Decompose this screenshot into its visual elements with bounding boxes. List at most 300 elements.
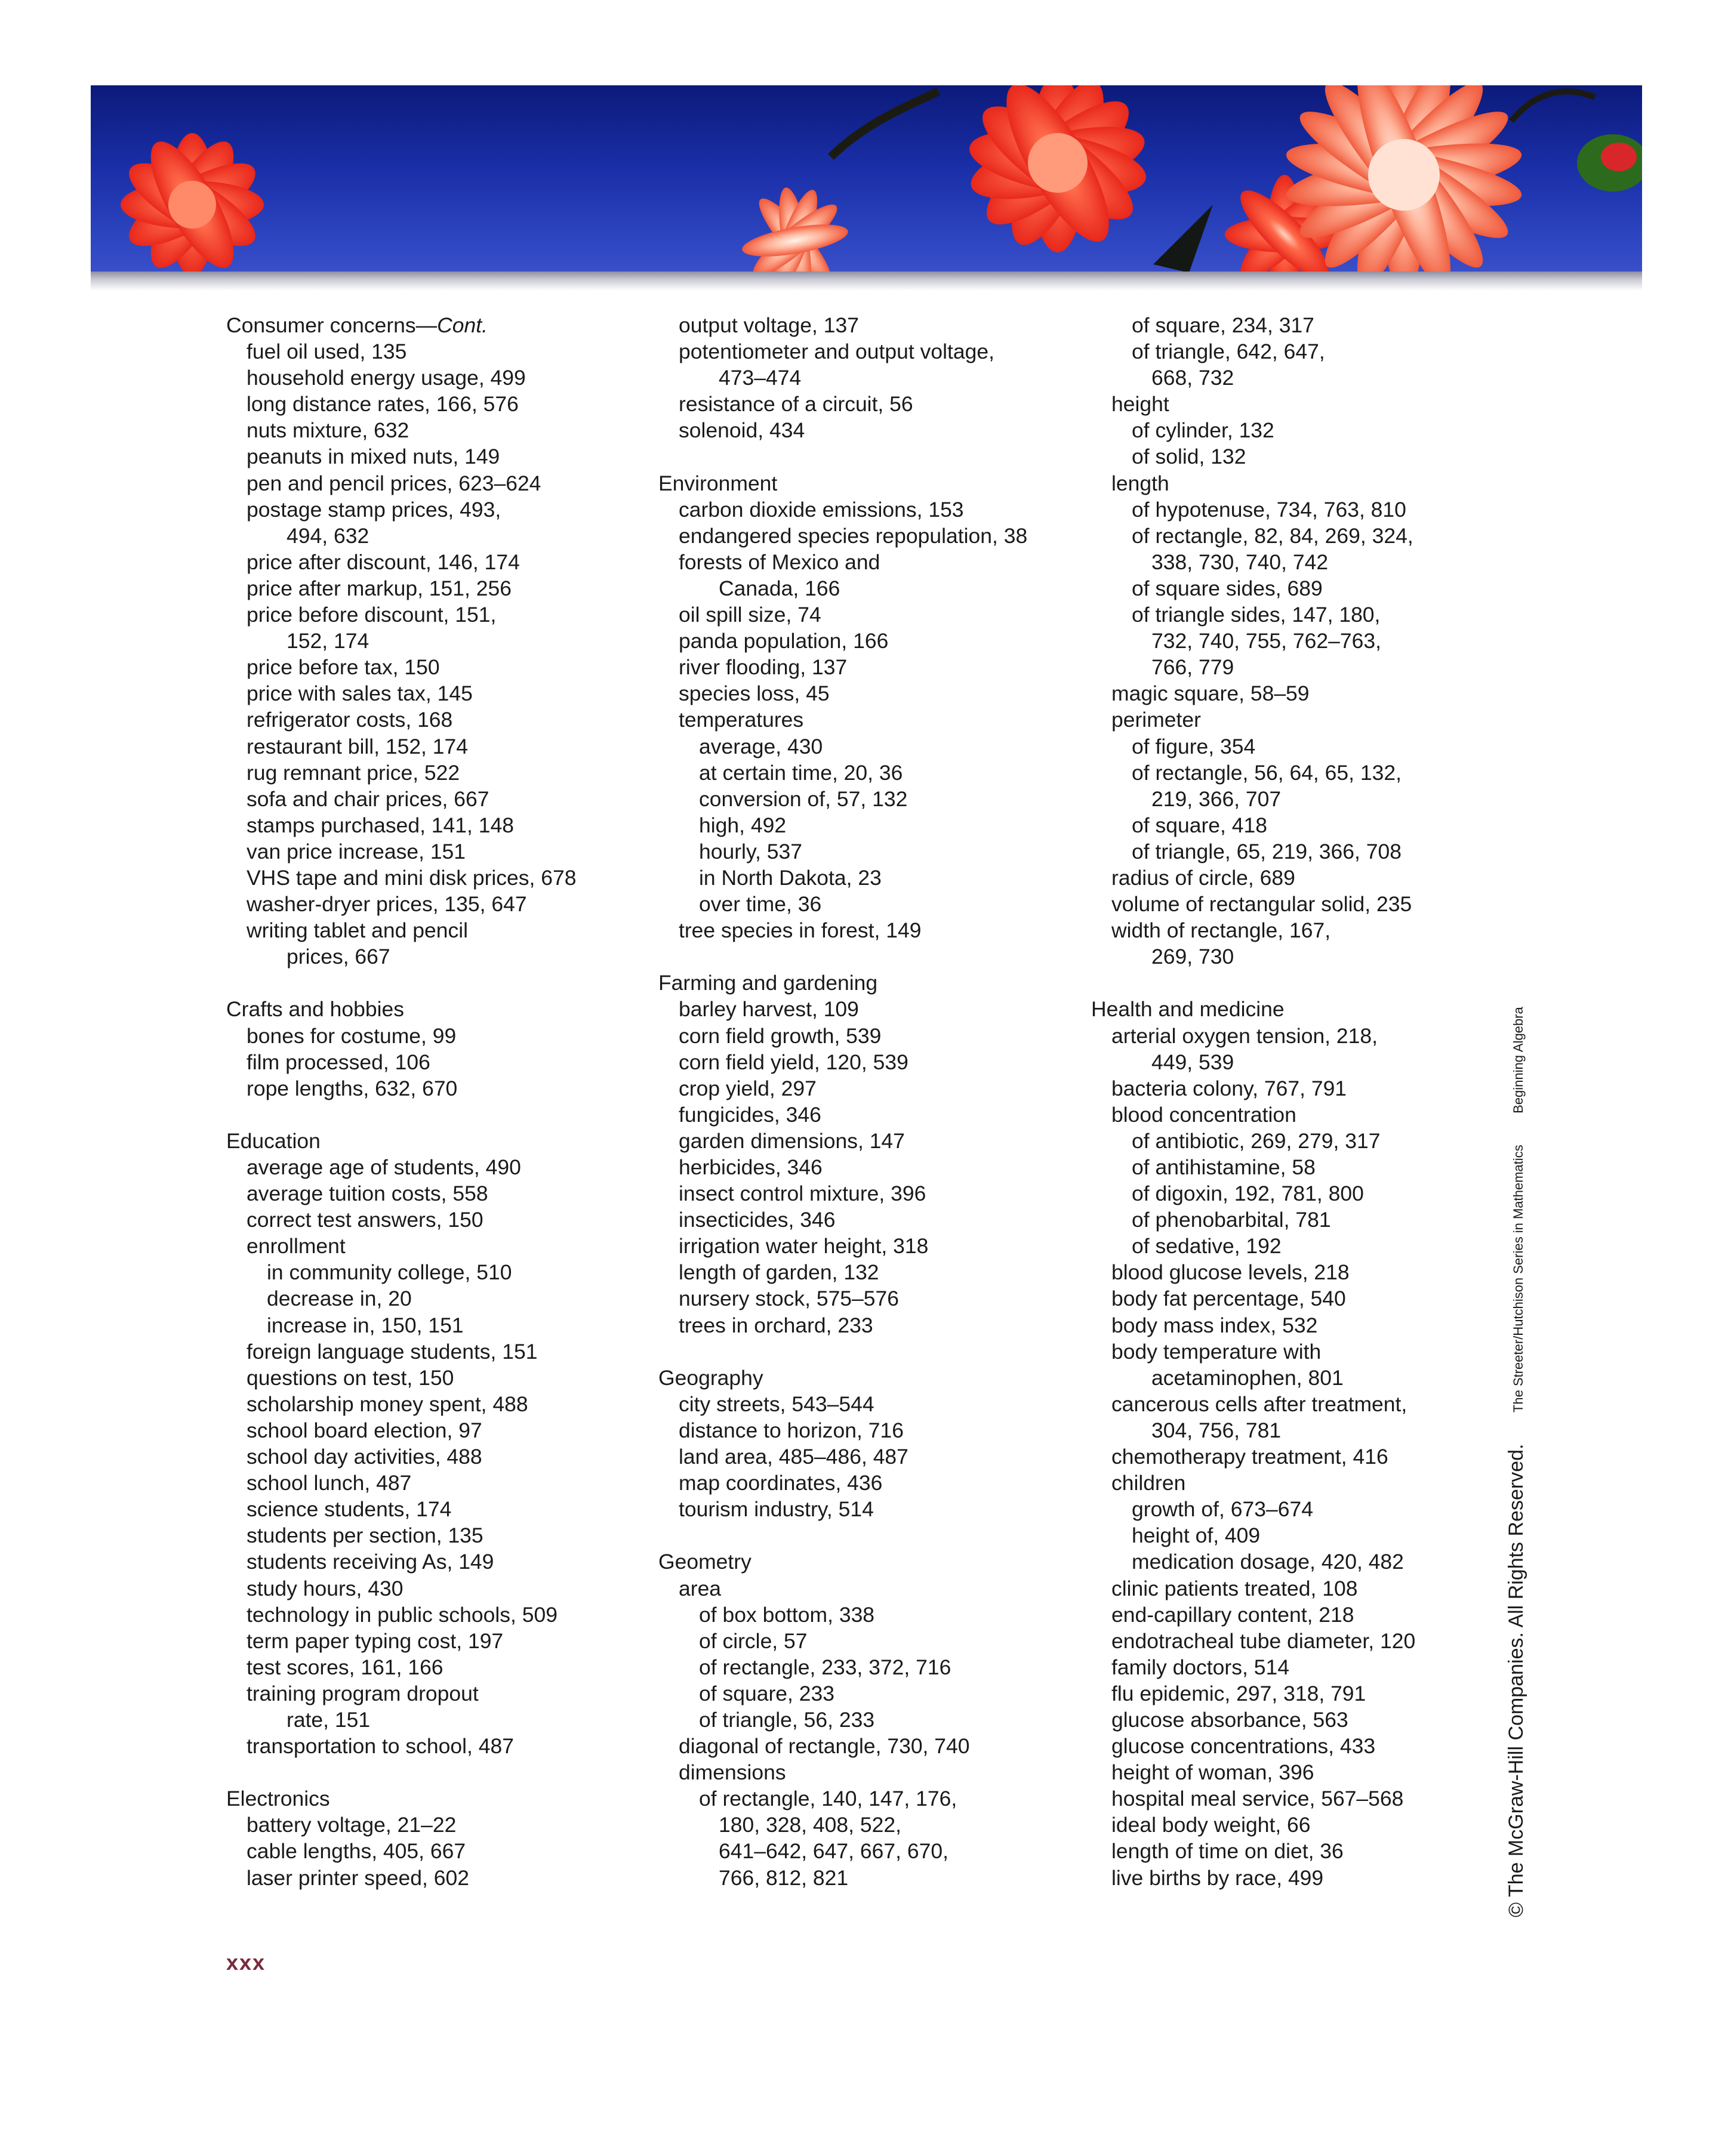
entry-text: school board election, 97	[247, 1418, 482, 1442]
index-entry	[226, 1549, 644, 1575]
index-entry	[1091, 1549, 1509, 1575]
index-entry	[658, 1680, 1076, 1707]
index-entry	[658, 1154, 1076, 1180]
entry-text: at certain time, 20, 36	[699, 760, 903, 785]
index-entry	[226, 391, 644, 417]
entry-text: blood concentration	[1111, 1102, 1296, 1127]
entry-text: of square, 234, 317	[1132, 313, 1314, 337]
index-entry	[658, 1865, 1076, 1891]
index-column-2	[658, 312, 1076, 1891]
index-entry	[1091, 1838, 1509, 1864]
entry-text: high, 492	[699, 813, 787, 837]
entry-text: restaurant bill, 152, 174	[247, 734, 469, 758]
index-entry	[226, 1154, 644, 1180]
index-entry	[658, 523, 1076, 549]
index-entry	[658, 496, 1076, 523]
index-entry	[226, 786, 644, 812]
index-heading	[658, 470, 1076, 496]
index-entry	[1091, 1470, 1509, 1496]
index-entry	[1091, 1628, 1509, 1654]
index-entry	[226, 838, 644, 865]
entry-text: distance to horizon, 716	[679, 1418, 904, 1442]
copyright-notice: © The McGraw-Hill Companies. All Rights Reserved.	[1505, 1443, 1527, 1917]
entry-text: of phenobarbital, 781	[1132, 1208, 1331, 1232]
index-heading	[658, 1549, 1076, 1575]
entry-text: average, 430	[699, 734, 823, 758]
entry-text: nursery stock, 575–576	[679, 1287, 900, 1311]
entry-text: in community college, 510	[267, 1260, 512, 1285]
entry-text: of digoxin, 192, 781, 800	[1132, 1182, 1364, 1206]
entry-text: height	[1111, 392, 1169, 417]
index-entry	[226, 1023, 644, 1049]
index-entry	[1091, 786, 1509, 812]
index-entry	[226, 496, 644, 523]
entry-text: barley harvest, 109	[679, 997, 859, 1022]
entry-text: height of, 409	[1132, 1523, 1261, 1548]
entry-text: VHS tape and mini disk prices, 678	[247, 865, 577, 890]
entry-text: of antihistamine, 58	[1132, 1155, 1316, 1179]
entry-text: Environment	[658, 471, 778, 495]
index-entry	[226, 338, 644, 365]
entry-text: of solid, 132	[1132, 445, 1246, 469]
entry-text: body temperature with	[1111, 1339, 1322, 1364]
entry-text: students receiving As, 149	[247, 1550, 494, 1574]
entry-text: of triangle, 65, 219, 366, 708	[1132, 839, 1402, 863]
index-entry	[226, 1049, 644, 1075]
entry-text: Geometry	[658, 1550, 751, 1574]
entry-text: potentiometer and output voltage,	[679, 340, 994, 364]
index-heading	[226, 1128, 644, 1154]
entry-text: fuel oil used, 135	[247, 340, 407, 364]
index-entry	[1091, 707, 1509, 733]
index-entry	[658, 1628, 1076, 1654]
index-entry	[658, 654, 1076, 680]
entry-text: of rectangle, 140, 147, 176,	[699, 1787, 957, 1811]
entry-text: rope lengths, 632, 670	[247, 1076, 458, 1100]
book-title: Beginning Algebra	[1511, 1007, 1526, 1114]
entry-text: average tuition costs, 558	[247, 1182, 488, 1206]
index-entry	[226, 1654, 644, 1680]
index-entry	[1091, 1102, 1509, 1128]
entry-text: correct test answers, 150	[247, 1208, 483, 1232]
index-entry	[1091, 496, 1509, 523]
entry-text: sofa and chair prices, 667	[247, 786, 489, 811]
entry-text: solenoid, 434	[679, 418, 805, 443]
index-entry	[226, 760, 644, 786]
index-entry	[658, 1812, 1076, 1838]
entry-text: test scores, 161, 166	[247, 1655, 443, 1679]
index-entry	[1091, 1285, 1509, 1312]
index-entry	[658, 812, 1076, 838]
index-entry	[1091, 443, 1509, 470]
index-entry	[226, 1496, 644, 1522]
entry-text: 152, 174	[287, 629, 369, 653]
index-entry	[658, 707, 1076, 733]
entry-text: height of woman, 396	[1111, 1760, 1314, 1785]
entry-text: medication dosage, 420, 482	[1132, 1550, 1404, 1574]
index-entry	[658, 1838, 1076, 1864]
index-entry	[658, 1391, 1076, 1417]
index-entry	[1091, 733, 1509, 760]
entry-text: price after markup, 151, 256	[247, 576, 512, 600]
entry-text: of rectangle, 82, 84, 269, 324,	[1132, 523, 1413, 548]
entry-text: postage stamp prices, 493,	[247, 497, 501, 522]
index-entry	[658, 1207, 1076, 1233]
index-entry	[658, 602, 1076, 628]
entry-text: length of time on diet, 36	[1111, 1839, 1344, 1864]
entry-text: 668, 732	[1151, 366, 1234, 390]
index-entry	[226, 1075, 644, 1102]
index-heading	[226, 996, 644, 1022]
index-entry	[658, 680, 1076, 707]
entry-gap	[226, 970, 644, 996]
index-entry	[1091, 602, 1509, 628]
banner-shadow	[91, 272, 1642, 291]
index-entry	[658, 628, 1076, 654]
index-entry	[1091, 654, 1509, 680]
entry-text: 219, 366, 707	[1151, 786, 1282, 811]
index-entry	[226, 417, 644, 443]
index-entry	[226, 1812, 644, 1838]
entry-text: length	[1111, 471, 1169, 495]
index-entry	[658, 365, 1076, 391]
entry-text: of square sides, 689	[1132, 576, 1323, 600]
index-entry	[226, 1443, 644, 1470]
index-entry	[658, 891, 1076, 917]
entry-text: body mass index, 532	[1111, 1313, 1318, 1337]
index-heading	[658, 970, 1076, 996]
index-entry	[1091, 1128, 1509, 1154]
page-number: xxx	[226, 1950, 266, 1975]
index-entry	[226, 1470, 644, 1496]
entry-text: film processed, 106	[247, 1050, 430, 1074]
index-entry	[658, 1707, 1076, 1733]
entry-text: length of garden, 132	[679, 1260, 879, 1285]
entry-text: perimeter	[1111, 708, 1201, 732]
entry-text: of hypotenuse, 734, 763, 810	[1132, 497, 1406, 522]
entry-text: area	[679, 1576, 722, 1600]
index-entry	[1091, 1391, 1509, 1417]
entry-text: household energy usage, 499	[247, 366, 526, 390]
entry-text: body fat percentage, 540	[1111, 1287, 1346, 1311]
entry-text: oil spill size, 74	[679, 603, 821, 627]
entry-text: forests of Mexico and	[679, 550, 880, 574]
continued-marker: Cont.	[437, 313, 488, 337]
entry-text: cable lengths, 405, 667	[247, 1839, 466, 1864]
entry-text: 473–474	[719, 366, 802, 390]
entry-text: 269, 730	[1151, 945, 1234, 969]
entry-text: of figure, 354	[1132, 734, 1256, 758]
entry-text: Health and medicine	[1091, 997, 1285, 1022]
entry-text: of rectangle, 56, 64, 65, 132,	[1132, 760, 1402, 785]
index-entry	[226, 1575, 644, 1602]
entry-text: in North Dakota, 23	[699, 865, 882, 890]
entry-text: Farming and gardening	[658, 971, 878, 995]
index-entry	[658, 733, 1076, 760]
index-entry	[1091, 365, 1509, 391]
index-entry	[1091, 1259, 1509, 1285]
flower-banner	[91, 85, 1642, 273]
index-column-3	[1091, 312, 1509, 1891]
entry-text: foreign language students, 151	[247, 1339, 538, 1364]
entry-text: nuts mixture, 632	[247, 418, 409, 443]
entry-gap	[226, 1102, 644, 1128]
entry-text: 180, 328, 408, 522,	[719, 1813, 901, 1837]
entry-text: trees in orchard, 233	[679, 1313, 873, 1337]
index-entry	[1091, 838, 1509, 865]
index-entry	[658, 917, 1076, 943]
entry-text: term paper typing cost, 197	[247, 1628, 504, 1653]
entry-text: of square, 418	[1132, 813, 1267, 837]
entry-text: glucose concentrations, 433	[1111, 1734, 1376, 1759]
entry-text: 732, 740, 755, 762–763,	[1151, 629, 1381, 653]
entry-text: of cylinder, 132	[1132, 418, 1274, 443]
index-entry	[226, 1391, 644, 1417]
index-entry	[226, 1285, 644, 1312]
index-entry	[1091, 943, 1509, 970]
index-entry	[658, 996, 1076, 1022]
index-entry	[1091, 1049, 1509, 1075]
index-entry	[1091, 391, 1509, 417]
entry-text: 494, 632	[287, 523, 369, 548]
index-entry	[658, 1233, 1076, 1259]
entry-gap	[658, 1522, 1076, 1549]
index-entry	[1091, 1365, 1509, 1391]
entry-text: diagonal of rectangle, 730, 740	[679, 1734, 970, 1759]
index-entry	[1091, 1023, 1509, 1049]
entry-gap	[658, 443, 1076, 470]
entry-text: writing tablet and pencil	[247, 918, 468, 943]
entry-text: bones for costume, 99	[247, 1023, 457, 1048]
index-entry	[658, 1443, 1076, 1470]
index-entry	[1091, 865, 1509, 891]
entry-text: Electronics	[226, 1787, 330, 1811]
index-entry	[226, 1628, 644, 1654]
index-entry	[226, 680, 644, 707]
index-entry	[226, 1865, 644, 1891]
entry-text: flu epidemic, 297, 318, 791	[1111, 1681, 1366, 1705]
entry-text: over time, 36	[699, 892, 822, 917]
entry-text: land area, 485–486, 487	[679, 1445, 908, 1469]
index-entry	[226, 365, 644, 391]
index-entry	[1091, 1522, 1509, 1549]
index-entry	[1091, 1496, 1509, 1522]
index-entry	[226, 1233, 644, 1259]
index-entry	[1091, 1865, 1509, 1891]
index-entry	[226, 917, 644, 943]
index-entry	[1091, 1443, 1509, 1470]
index-entry	[658, 1496, 1076, 1522]
entry-text: van price increase, 151	[247, 839, 466, 863]
index-entry	[658, 838, 1076, 865]
index-entry	[226, 1838, 644, 1864]
entry-text: growth of, 673–674	[1132, 1497, 1313, 1522]
entry-text: price before discount, 151,	[247, 603, 497, 627]
entry-text: arterial oxygen tension, 218,	[1111, 1023, 1378, 1048]
entry-text: conversion of, 57, 132	[699, 786, 908, 811]
entry-text: children	[1111, 1471, 1186, 1495]
index-entry	[1091, 628, 1509, 654]
index-entry	[226, 865, 644, 891]
entry-text: pen and pencil prices, 623–624	[247, 471, 541, 495]
index-entry	[1091, 549, 1509, 575]
entry-text: resistance of a circuit, 56	[679, 392, 913, 417]
index-entry	[226, 1338, 644, 1365]
index-entry	[658, 1180, 1076, 1207]
index-entry	[226, 891, 644, 917]
index-entry	[658, 1049, 1076, 1075]
entry-text: crop yield, 297	[679, 1076, 817, 1100]
index-entry	[658, 1312, 1076, 1338]
index-entry	[658, 1785, 1076, 1812]
entry-text: students per section, 135	[247, 1523, 483, 1548]
index-entry	[658, 417, 1076, 443]
index-entry	[658, 1023, 1076, 1049]
entry-text: questions on test, 150	[247, 1365, 454, 1390]
entry-text: dimensions	[679, 1760, 786, 1785]
index-entry	[658, 1102, 1076, 1128]
entry-text: live births by race, 499	[1111, 1865, 1324, 1890]
entry-text: scholarship money spent, 488	[247, 1392, 528, 1416]
entry-text: price with sales tax, 145	[247, 681, 473, 706]
index-entry	[658, 549, 1076, 575]
entry-text: ideal body weight, 66	[1111, 1813, 1311, 1837]
entry-text: price after discount, 146, 174	[247, 550, 520, 574]
index-entry	[226, 943, 644, 970]
entry-text: cancerous cells after treatment,	[1111, 1392, 1407, 1416]
index-entry	[658, 786, 1076, 812]
entry-text: of triangle sides, 147, 180,	[1132, 603, 1381, 627]
entry-text: tree species in forest, 149	[679, 918, 922, 943]
index-entry	[658, 1654, 1076, 1680]
index-entry	[226, 812, 644, 838]
index-entry	[658, 1259, 1076, 1285]
index-heading	[226, 312, 644, 338]
entry-text: battery voltage, 21–22	[247, 1813, 457, 1837]
entry-text: chemotherapy treatment, 416	[1111, 1445, 1388, 1469]
entry-text: Geography	[658, 1365, 763, 1390]
entry-text: family doctors, 514	[1111, 1655, 1289, 1679]
entry-text: refrigerator costs, 168	[247, 708, 453, 732]
index-entry	[1091, 1759, 1509, 1785]
index-entry	[1091, 1707, 1509, 1733]
index-entry	[1091, 1075, 1509, 1102]
entry-text: Consumer concerns—	[226, 313, 438, 337]
entry-text: irrigation water height, 318	[679, 1234, 929, 1259]
index-entry	[226, 1733, 644, 1759]
entry-text: decrease in, 20	[267, 1287, 412, 1311]
index-entry	[1091, 417, 1509, 443]
entry-text: output voltage, 137	[679, 313, 859, 337]
index-entry	[226, 1365, 644, 1391]
entry-text: garden dimensions, 147	[679, 1128, 905, 1153]
index-heading	[226, 1785, 644, 1812]
dahlia-flowers-image	[91, 85, 1642, 273]
index-entry	[226, 443, 644, 470]
entry-text: of triangle, 642, 647,	[1132, 340, 1325, 364]
entry-text: 641–642, 647, 667, 670,	[719, 1839, 948, 1864]
entry-text: increase in, 150, 151	[267, 1313, 464, 1337]
index-entry	[658, 1285, 1076, 1312]
entry-text: of triangle, 56, 233	[699, 1707, 875, 1732]
entry-text: species loss, 45	[679, 681, 830, 706]
index-entry	[226, 1522, 644, 1549]
index-entry	[226, 1417, 644, 1443]
index-entry	[658, 575, 1076, 602]
entry-text: Canada, 166	[719, 576, 840, 600]
index-entry	[658, 1733, 1076, 1759]
index-column-1	[226, 312, 644, 1891]
index-entry	[226, 707, 644, 733]
index-entry	[658, 1470, 1076, 1496]
entry-text: of box bottom, 338	[699, 1602, 875, 1627]
index-entry	[226, 470, 644, 496]
entry-gap	[658, 1338, 1076, 1365]
entry-text: technology in public schools, 509	[247, 1602, 558, 1627]
index-entry	[226, 1207, 644, 1233]
entry-text: 304, 756, 781	[1151, 1418, 1282, 1442]
index-entry	[658, 1128, 1076, 1154]
side-credits	[1505, 1007, 1528, 1917]
index-entry	[226, 733, 644, 760]
index-entry	[1091, 917, 1509, 943]
entry-text: carbon dioxide emissions, 153	[679, 497, 964, 522]
entry-text: volume of rectangular solid, 235	[1111, 892, 1412, 917]
index-entry	[1091, 812, 1509, 838]
entry-text: 766, 812, 821	[719, 1865, 849, 1890]
entry-text: washer-dryer prices, 135, 647	[247, 892, 527, 917]
entry-text: school day activities, 488	[247, 1445, 482, 1469]
index-entry	[1091, 338, 1509, 365]
index-entry	[1091, 1154, 1509, 1180]
entry-text: tourism industry, 514	[679, 1497, 874, 1522]
index-entry	[1091, 470, 1509, 496]
index-entry	[658, 391, 1076, 417]
index-entry	[226, 602, 644, 628]
index-entry	[658, 1759, 1076, 1785]
entry-text: city streets, 543–544	[679, 1392, 874, 1416]
entry-text: study hours, 430	[247, 1576, 404, 1600]
index-entry	[1091, 891, 1509, 917]
index-entry	[1091, 1180, 1509, 1207]
entry-text: 338, 730, 740, 742	[1151, 550, 1329, 574]
entry-text: endangered species repopulation, 38	[679, 523, 1028, 548]
index-entry	[1091, 1812, 1509, 1838]
entry-text: river flooding, 137	[679, 655, 848, 680]
index-entry	[658, 1417, 1076, 1443]
index-entry	[1091, 523, 1509, 549]
entry-text: end-capillary content, 218	[1111, 1602, 1354, 1627]
index-entry	[1091, 1417, 1509, 1443]
entry-text: endotracheal tube diameter, 120	[1111, 1628, 1416, 1653]
entry-text: laser printer speed, 602	[247, 1865, 469, 1890]
entry-text: temperatures	[679, 708, 804, 732]
entry-text: insect control mixture, 396	[679, 1182, 926, 1206]
index-entry	[226, 1259, 644, 1285]
index-entry	[226, 1180, 644, 1207]
index-entry	[658, 1602, 1076, 1628]
index-entry	[226, 1707, 644, 1733]
entry-text: blood glucose levels, 218	[1111, 1260, 1350, 1285]
entry-text: radius of circle, 689	[1111, 865, 1295, 890]
index-entry	[1091, 575, 1509, 602]
entry-text: average age of students, 490	[247, 1155, 521, 1179]
entry-text: of antibiotic, 269, 279, 317	[1132, 1128, 1381, 1153]
entry-text: Crafts and hobbies	[226, 997, 404, 1022]
index-entry	[226, 1602, 644, 1628]
entry-text: school lunch, 487	[247, 1471, 412, 1495]
series-title: The Streeter/Hutchison Series in Mathematics	[1511, 1145, 1526, 1413]
